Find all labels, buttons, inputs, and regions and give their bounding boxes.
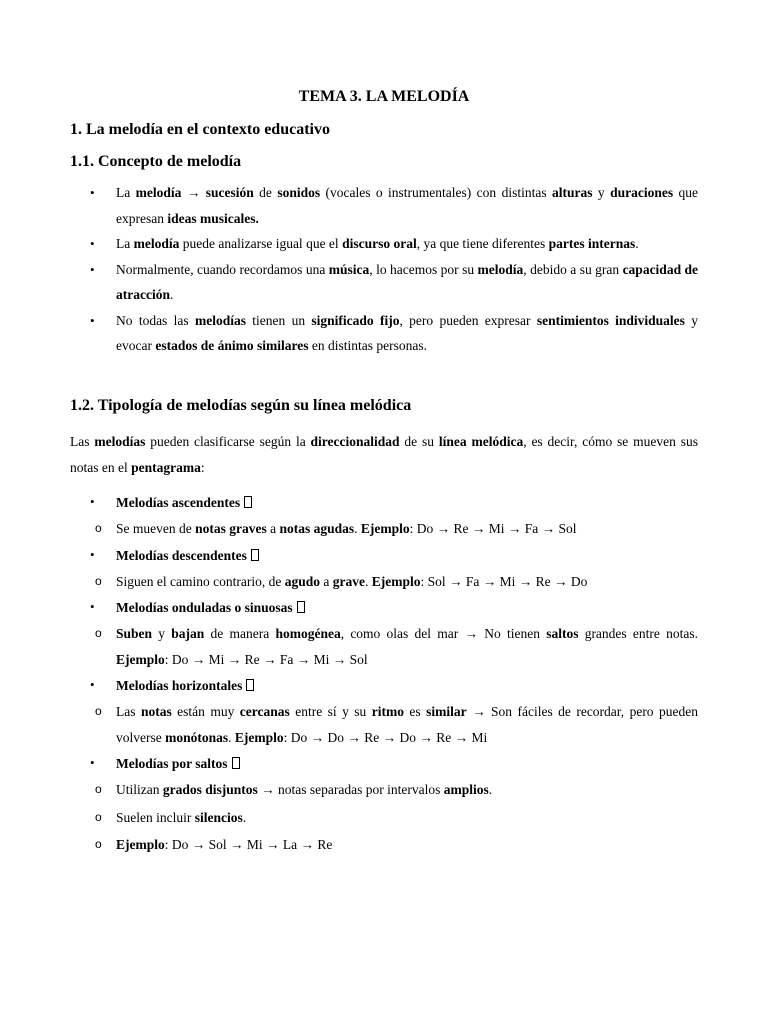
text-run: , pero pueden expresar bbox=[399, 312, 537, 328]
bold-text: ideas musicales. bbox=[167, 210, 259, 226]
arrow-glyph: → bbox=[181, 185, 206, 200]
text-run: es bbox=[403, 704, 427, 719]
bold-text: monótonas bbox=[165, 729, 229, 745]
bold-text: sucesión bbox=[205, 185, 254, 200]
bold-text: Ejemplo bbox=[371, 573, 421, 589]
bold-text: notas agudas bbox=[279, 521, 355, 536]
text-run: . bbox=[242, 809, 247, 825]
document-title: TEMA 3. LA MELODÍA bbox=[298, 88, 470, 105]
bold-text: direccionalidad bbox=[310, 434, 400, 449]
text-run: y bbox=[152, 626, 172, 641]
melody-type-label bbox=[116, 489, 698, 516]
text-run: No todas las bbox=[116, 312, 195, 328]
section-heading-1: 1. La melodía en el contexto educativo bbox=[70, 121, 330, 138]
text-run: Las bbox=[116, 704, 141, 719]
melody-type-detail-list bbox=[116, 621, 698, 672]
bold-text: melodías bbox=[194, 312, 246, 328]
arrow-glyph: → bbox=[472, 704, 486, 719]
melody-type-label-text: Melodías onduladas o sinuosas bbox=[116, 600, 293, 615]
bold-text: silencios bbox=[194, 809, 243, 825]
text-run: en distintas personas. bbox=[308, 338, 427, 353]
melody-type-detail-item bbox=[116, 832, 698, 858]
bold-text: alturas bbox=[552, 185, 593, 200]
text-run: Utilizan bbox=[116, 782, 163, 797]
bold-text: amplios bbox=[443, 782, 489, 797]
arrow-glyph: → bbox=[464, 626, 478, 641]
bold-text: melodías bbox=[94, 434, 146, 449]
bold-text: estados de ánimo similares bbox=[155, 338, 309, 353]
melody-type-item bbox=[70, 489, 698, 542]
text-run: : Sol → Fa → Mi → Re → Do bbox=[420, 573, 588, 589]
melody-type-detail-item bbox=[116, 516, 698, 542]
text-run: de su bbox=[399, 434, 439, 449]
text-run: La bbox=[116, 185, 136, 200]
text-run: notas separadas por intervalos bbox=[274, 782, 444, 797]
text-run: a bbox=[319, 573, 333, 589]
melody-type-label bbox=[116, 672, 698, 699]
text-run: , como olas del mar bbox=[340, 626, 465, 641]
missing-glyph-box-icon bbox=[297, 601, 305, 613]
missing-glyph-box-icon bbox=[251, 549, 259, 561]
bold-text: discurso oral bbox=[342, 236, 417, 251]
bold-text: similar bbox=[426, 704, 467, 719]
melody-type-detail-list bbox=[116, 516, 698, 542]
missing-glyph-box-icon bbox=[232, 757, 240, 769]
arrow-glyph: → bbox=[261, 782, 275, 797]
text-run: La bbox=[116, 236, 134, 251]
text-run: : Do → Sol → Mi → La → Re bbox=[164, 837, 333, 852]
bold-text: Ejemplo bbox=[234, 729, 284, 745]
melody-type-detail-item bbox=[116, 569, 698, 595]
text-run: que expresan bbox=[116, 185, 698, 226]
text-run: entre sí y su bbox=[289, 704, 372, 719]
bold-text: notas bbox=[140, 704, 172, 719]
bold-text: grave bbox=[332, 573, 365, 589]
text-run: , ya que tiene diferentes bbox=[416, 236, 549, 251]
concept-bullet-list bbox=[70, 180, 698, 359]
concept-bullet-item bbox=[70, 231, 698, 257]
bold-text: sentimientos individuales bbox=[536, 312, 685, 328]
melody-type-detail-list bbox=[116, 777, 698, 858]
text-run: están muy bbox=[171, 704, 240, 719]
text-run: . bbox=[635, 236, 639, 251]
concept-bullet-item bbox=[70, 308, 698, 359]
melody-type-label-text: Melodías horizontales bbox=[116, 678, 243, 693]
text-run: Normalmente, cuando recordamos una bbox=[116, 261, 329, 277]
text-run: : bbox=[200, 459, 205, 475]
melody-type-detail-list bbox=[116, 699, 698, 750]
bold-text: Ejemplo bbox=[116, 837, 165, 852]
text-run: pueden clasificarse según la bbox=[145, 434, 311, 449]
bold-text: duraciones bbox=[610, 185, 674, 200]
bold-text: significado fijo bbox=[311, 312, 400, 328]
typology-intro-paragraph bbox=[70, 429, 698, 480]
bold-text: Ejemplo bbox=[116, 651, 165, 667]
bold-text: sonidos bbox=[277, 185, 321, 200]
bold-text: partes internas bbox=[548, 236, 636, 251]
text-run: de bbox=[253, 185, 278, 200]
bold-text: capacidad de atracción bbox=[116, 261, 699, 302]
text-run: puede analizarse igual que el bbox=[179, 236, 343, 251]
text-run: , debido a su gran bbox=[523, 261, 623, 277]
melody-type-detail-item bbox=[116, 777, 698, 803]
bold-text: cercanas bbox=[239, 704, 290, 719]
concept-bullet-item bbox=[70, 180, 698, 231]
bold-text: homogénea bbox=[275, 626, 341, 641]
bold-text: Suben bbox=[116, 626, 153, 641]
text-run: : Do → Re → Mi → Fa → Sol bbox=[409, 521, 577, 536]
subsection-heading-1-2: 1.2. Tipología de melodías según su línea melódica bbox=[70, 397, 412, 414]
melody-type-label-text: Melodías ascendentes bbox=[116, 495, 241, 510]
melody-type-detail-item bbox=[116, 805, 698, 831]
melody-type-label-text: Melodías por saltos bbox=[116, 756, 228, 771]
text-run: , es decir, cómo se mueven sus notas en el bbox=[70, 434, 698, 475]
bold-text: ritmo bbox=[371, 704, 404, 719]
text-run: : Do → Mi → Re → Fa → Mi → Sol bbox=[164, 651, 368, 667]
missing-glyph-box-icon bbox=[246, 679, 254, 691]
bold-text: música bbox=[328, 261, 370, 277]
text-run: Suelen incluir bbox=[116, 809, 195, 825]
bold-text: melodía bbox=[477, 261, 524, 277]
bold-text: melodía bbox=[135, 185, 182, 200]
melody-types-list bbox=[70, 489, 698, 858]
melody-type-label bbox=[116, 750, 698, 777]
melody-type-item bbox=[70, 542, 698, 595]
melody-type-item bbox=[70, 672, 698, 750]
text-run: : Do → Do → Re → Do → Re → Mi bbox=[283, 729, 488, 745]
bold-text: melodía bbox=[133, 236, 180, 251]
bold-text: bajan bbox=[171, 626, 205, 641]
melody-type-detail-list bbox=[116, 569, 698, 595]
text-run: . bbox=[169, 287, 174, 302]
bold-text: grados disjuntos bbox=[162, 782, 258, 797]
melody-type-label-text: Melodías descendentes bbox=[116, 547, 247, 563]
missing-glyph-box-icon bbox=[244, 496, 252, 508]
text-run: , lo hacemos por su bbox=[369, 261, 478, 277]
melody-type-label bbox=[116, 542, 698, 569]
bold-text: línea melódica bbox=[438, 434, 524, 449]
text-run: . bbox=[354, 521, 361, 536]
text-run: (vocales o instrumentales) con distintas bbox=[320, 185, 552, 200]
subsection-heading-1-1: 1.1. Concepto de melodía bbox=[70, 153, 242, 170]
bold-text: saltos bbox=[546, 626, 579, 641]
melody-type-label bbox=[116, 594, 698, 621]
text-run: y evocar bbox=[116, 312, 698, 353]
melody-type-detail-item bbox=[116, 699, 698, 750]
text-run: No tienen bbox=[477, 626, 547, 641]
concept-bullet-item bbox=[70, 257, 698, 308]
text-run: Son fáciles de recordar, pero pueden volverse bbox=[116, 704, 698, 745]
text-run: Siguen el camino contrario, de bbox=[116, 573, 285, 589]
melody-type-item bbox=[70, 750, 698, 858]
text-run: grandes entre notas. bbox=[578, 626, 698, 641]
melody-type-item bbox=[70, 594, 698, 672]
bold-text: notas graves bbox=[195, 521, 267, 536]
bold-text: pentagrama bbox=[131, 459, 201, 475]
text-run: . bbox=[228, 729, 235, 745]
bold-text: Ejemplo bbox=[360, 521, 410, 536]
text-run: . bbox=[488, 782, 493, 797]
bold-text: agudo bbox=[284, 573, 320, 589]
melody-type-detail-item bbox=[116, 621, 698, 672]
text-run: Se mueven de bbox=[116, 521, 196, 536]
text-run: a bbox=[266, 521, 280, 536]
text-run: tienen un bbox=[245, 312, 312, 328]
text-run: . bbox=[364, 573, 372, 589]
text-run: y bbox=[592, 185, 611, 200]
text-run: de manera bbox=[204, 626, 276, 641]
text-run: Las bbox=[70, 434, 95, 449]
